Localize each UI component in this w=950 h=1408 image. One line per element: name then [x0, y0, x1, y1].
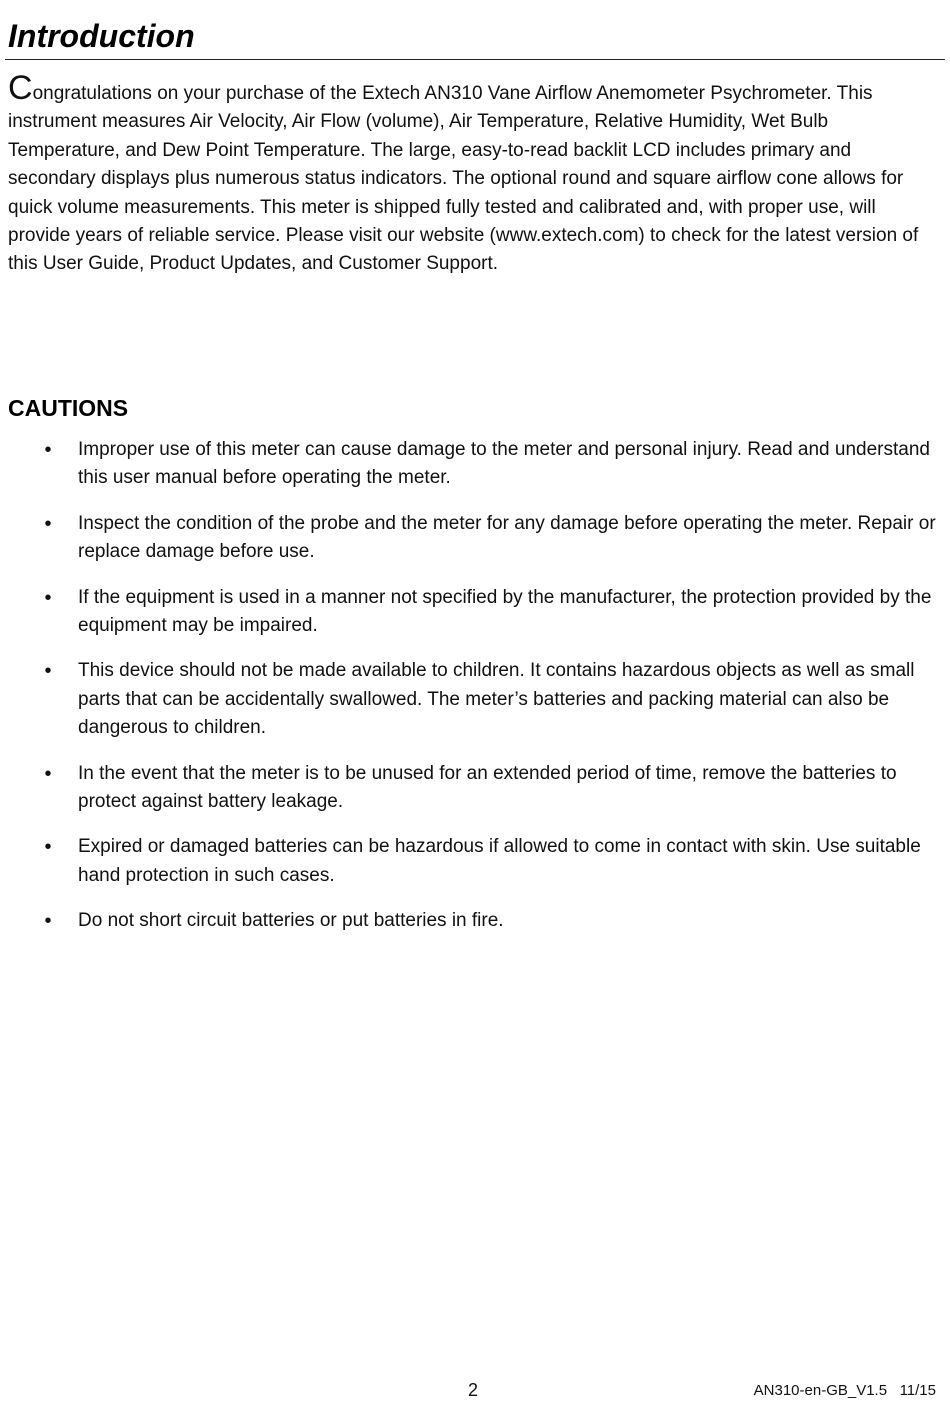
caution-text: This device should not be made available to children. It contains hazardous objects as well as small parts that can be accidentally swallowed. The meter’s batteries and packing material can also be dangerous to children. — [78, 660, 915, 739]
caution-text: Do not short circuit batteries or put batteries in fire. — [78, 910, 504, 932]
intro-text: ongratulations on your purchase of the Extech AN310 Vane Airflow Anemometer Psychrometer. This instrument measures Air Velocity, Air Flow (volume), Air Temperature, Relative Humidity, Wet Bulb Temperature, and Dew Point Temperature. The large, easy-to-read backlit LCD includes primary and secondary displays plus numerous status indicators. The optional round and square airflow cone allows for quick volume measurements. This meter is shipped fully tested and calibrated and, with proper use, will provide years of reliable service. Please visit our website (www.extech.com) to check for the latest version of this User Guide, Product Updates, and Customer Support. — [8, 83, 919, 275]
caution-item — [0, 436, 945, 493]
caution-item — [0, 833, 945, 890]
caution-text: Inspect the condition of the probe and the meter for any damage before operating the meter. Repair or replace damage before use. — [78, 512, 936, 563]
bullet-icon: • — [44, 586, 52, 609]
bullet-icon: • — [44, 836, 52, 859]
caution-text: In the event that the meter is to be unused for an extended period of time, remove the batteries to protect against battery leakage. — [78, 762, 897, 813]
caution-text: Expired or damaged batteries can be hazardous if allowed to come in contact with skin. Use suitable hand protection in such cases. — [78, 836, 921, 886]
caution-text: Improper use of this meter can cause damage to the meter and personal injury. Read and understand this user manual before operating the meter. — [78, 439, 930, 489]
cautions-heading: CAUTIONS — [8, 395, 129, 421]
bullet-icon: • — [44, 439, 52, 461]
page-title: Introduction — [8, 18, 195, 54]
intro-paragraph — [8, 69, 942, 279]
bullet-icon: • — [44, 660, 52, 683]
intro-dropcap: C — [8, 69, 33, 107]
caution-item — [0, 907, 945, 935]
bullet-icon: • — [44, 512, 52, 535]
cautions-list — [0, 436, 945, 953]
bullet-icon: • — [44, 762, 52, 785]
page-number: 2 — [468, 1380, 479, 1400]
title-divider — [5, 59, 945, 60]
caution-item — [0, 584, 945, 641]
caution-text: If the equipment is used in a manner not specified by the manufacturer, the protection provided by the equipment may be impaired. — [78, 586, 932, 637]
caution-item — [0, 760, 945, 817]
caution-item — [0, 657, 945, 742]
bullet-icon: • — [44, 910, 52, 933]
caution-item — [0, 510, 945, 567]
document-id: AN310-en-GB_V1.5 11/15 — [753, 1382, 936, 1399]
